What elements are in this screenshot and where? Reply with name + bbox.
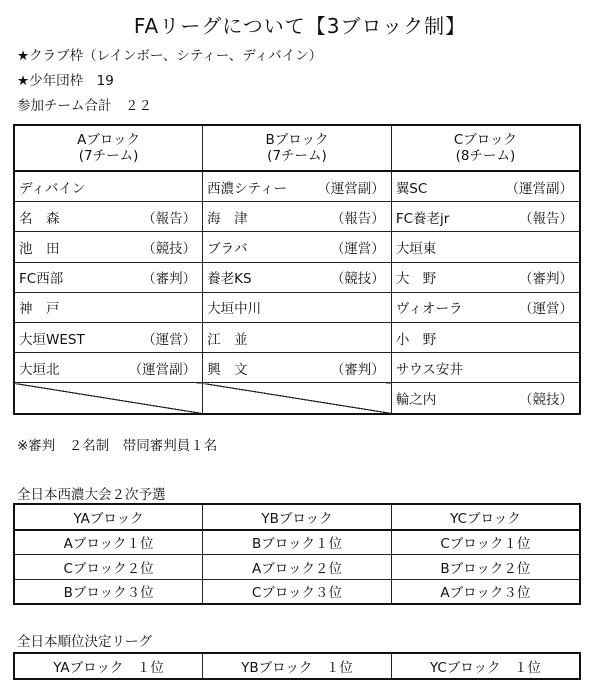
team-entry [203, 328, 391, 348]
team-cell [391, 171, 580, 202]
block-row [14, 262, 580, 292]
team-cell [203, 171, 392, 202]
team-cell [203, 262, 392, 292]
ranking-table [13, 652, 581, 680]
empty-slot-cell [203, 383, 392, 414]
club-slot-info: ★クラブ枠（レインボー、シティー、ディバイン） [17, 48, 323, 64]
team-entry [392, 207, 579, 227]
team-role: （運営副） [505, 180, 573, 197]
team-role: （報告） [519, 210, 573, 227]
team-entry [392, 358, 579, 378]
team-cell [203, 322, 392, 352]
team-name: 養老KS [207, 271, 252, 288]
qualifier-header: YBブロック [203, 504, 392, 530]
team-cell [14, 353, 203, 383]
team-entry [203, 237, 391, 257]
ranking-title: 全日本順位決定リーグ [17, 634, 152, 650]
team-name: 大垣中川 [207, 301, 262, 318]
block-row [14, 353, 580, 383]
team-entry [203, 177, 391, 197]
team-cell [391, 232, 580, 262]
team-cell [14, 202, 203, 232]
block-row [14, 322, 580, 352]
ranking-cell: YAブロック １位 [14, 653, 203, 679]
team-role: （運営） [142, 331, 197, 348]
team-name: 神 戸 [19, 301, 60, 318]
qualifier-title: 全日本西濃大会２次予選 [17, 487, 166, 503]
team-role: （運営） [519, 301, 573, 318]
team-cell [203, 292, 392, 322]
team-entry [15, 267, 202, 287]
team-cell [14, 232, 203, 262]
block-row [14, 232, 580, 262]
team-name: 海 津 [207, 210, 248, 227]
team-entry [203, 267, 391, 287]
team-cell [391, 383, 580, 414]
team-cell [391, 262, 580, 292]
block-header-b: Bブロック (7チーム) [203, 125, 392, 171]
qualifier-cell: Bブロック３位 [14, 579, 203, 604]
block-header-a: Aブロック (7チーム) [14, 125, 203, 171]
referee-note: ※審判 ２名制 帯同審判員１名 [17, 438, 218, 454]
team-name: 江 並 [207, 331, 248, 348]
team-cell [203, 353, 392, 383]
team-cell [391, 202, 580, 232]
team-name: FC養老jr [395, 210, 450, 227]
qualifier-header: YAブロック [14, 504, 203, 530]
block-row [14, 202, 580, 232]
team-cell [14, 262, 203, 292]
team-name: 大垣WEST [19, 331, 85, 348]
team-entry [203, 207, 391, 227]
team-entry [15, 328, 202, 348]
team-cell [391, 353, 580, 383]
team-role: （報告） [330, 210, 385, 227]
qualifier-cell: Aブロック３位 [391, 579, 580, 604]
team-entry [392, 177, 579, 197]
team-entry [15, 237, 202, 257]
team-entry [203, 297, 391, 317]
ranking-cell: YCブロック １位 [391, 653, 580, 679]
qualifier-cell: Cブロック１位 [391, 530, 580, 555]
team-entry [15, 177, 202, 197]
qualifier-cell: Cブロック３位 [203, 579, 392, 604]
qualifier-cell: Cブロック２位 [14, 555, 203, 580]
block-row [14, 383, 580, 414]
qualifier-cell: Bブロック１位 [203, 530, 392, 555]
team-role: （運営副） [317, 180, 385, 197]
team-name: 翼SC [395, 180, 428, 197]
team-role: （運営副） [128, 361, 197, 378]
team-cell [203, 232, 392, 262]
team-entry [392, 328, 579, 348]
team-entry [15, 358, 202, 378]
qualifier-cell: Aブロック１位 [14, 530, 203, 555]
team-entry [15, 297, 202, 317]
page-title: FAリーグについて【3ブロック制】 [133, 14, 467, 38]
team-name: ヴィオーラ [395, 301, 463, 318]
team-name: 大垣東 [395, 240, 437, 257]
team-role: （運営） [330, 240, 385, 257]
qualifier-table [13, 503, 581, 605]
youth-slot-info: ★少年団枠 19 [17, 73, 114, 89]
team-entry [392, 388, 579, 408]
team-role: （審判） [330, 361, 385, 378]
team-name: サウス安井 [395, 361, 463, 378]
team-role: （報告） [142, 210, 197, 227]
team-name: 大 野 [395, 271, 437, 288]
qualifier-header: YCブロック [391, 504, 580, 530]
team-role: （競技） [330, 271, 385, 288]
team-cell [14, 292, 203, 322]
block-row [14, 292, 580, 322]
team-cell [391, 292, 580, 322]
team-name: ブラバ [207, 240, 248, 257]
team-name: 興 文 [207, 361, 248, 378]
team-cell [203, 202, 392, 232]
block-row [14, 171, 580, 202]
block-table [13, 124, 581, 415]
team-entry [392, 297, 579, 317]
team-role: （競技） [142, 240, 197, 257]
ranking-cell: YBブロック １位 [203, 653, 392, 679]
team-role: （審判） [519, 271, 573, 288]
total-teams-info: 参加チーム合計 ２２ [17, 98, 152, 114]
team-cell [14, 171, 203, 202]
team-entry [15, 207, 202, 227]
qualifier-cell: Aブロック２位 [203, 555, 392, 580]
team-name: 名 森 [19, 210, 60, 227]
empty-slot-cell [14, 383, 203, 414]
block-header-c: Cブロック (8チーム) [391, 125, 580, 171]
team-name: 西濃シティー [207, 180, 288, 197]
team-name: 池 田 [19, 240, 60, 257]
team-entry [392, 237, 579, 257]
team-cell [391, 322, 580, 352]
team-name: ディバイン [19, 180, 86, 197]
team-role: （審判） [142, 271, 197, 288]
qualifier-cell: Bブロック２位 [391, 555, 580, 580]
team-name: 大垣北 [19, 361, 60, 378]
team-name: 小 野 [395, 331, 437, 348]
team-name: FC西部 [19, 271, 64, 288]
team-name: 輪之内 [395, 391, 437, 408]
team-role: （競技） [519, 391, 573, 408]
team-entry [203, 358, 391, 378]
team-entry [392, 267, 579, 287]
team-cell [14, 322, 203, 352]
